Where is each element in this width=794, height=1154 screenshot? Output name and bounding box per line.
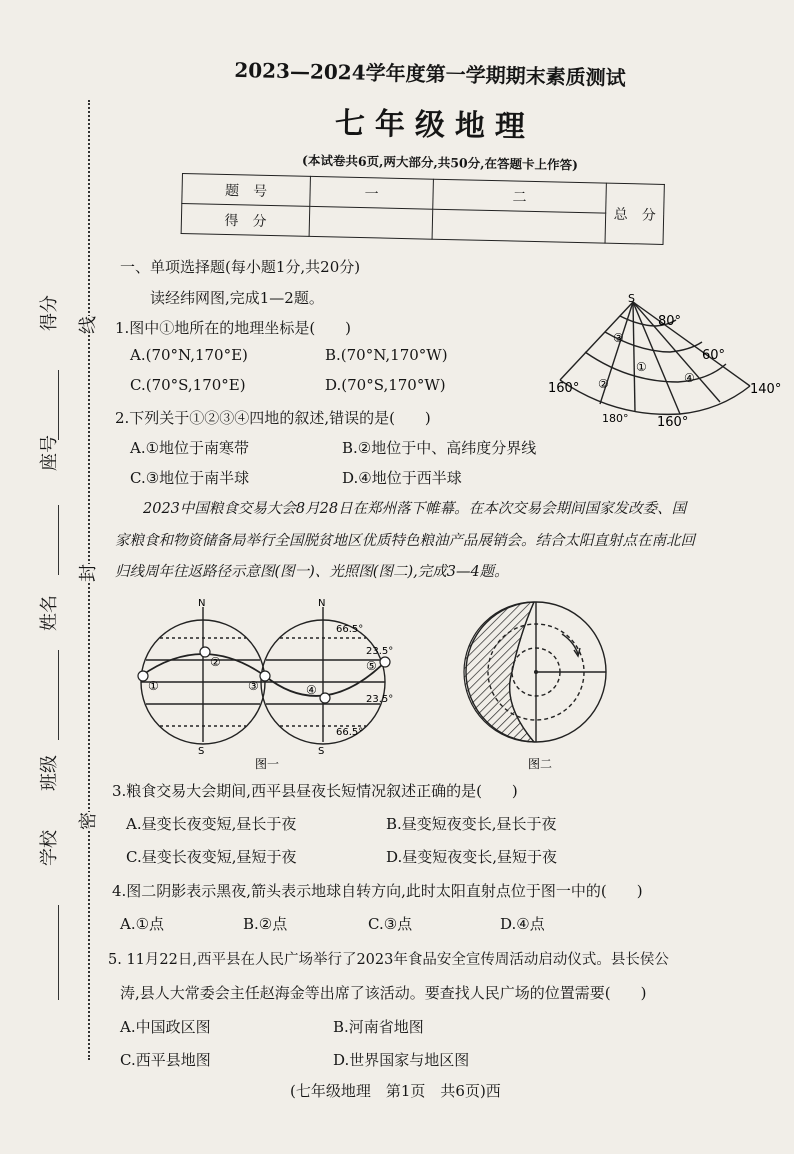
- subject-title: 七年级地理: [334, 106, 536, 145]
- col-total: 总 分: [605, 183, 664, 244]
- fig1-lat665s: 66.5°: [336, 727, 364, 738]
- fig1-lat235n: 23.5°: [366, 646, 394, 657]
- row-label-score: 得 分: [181, 204, 310, 237]
- seal-secret-label: 密: [74, 812, 100, 830]
- score-label: 得分: [39, 295, 60, 331]
- passage-line-3: 归线周年往返路径示意图(图一)、光照图(图二),完成3—4题。: [115, 564, 509, 580]
- figure-two-illumination: [462, 594, 612, 774]
- seat-blank-line: [58, 505, 59, 575]
- map-point-3: ③: [613, 331, 624, 345]
- q3-option-d: D.昼变短夜变长,昼短于夜: [386, 848, 558, 866]
- seal-seal-label: 封: [74, 564, 100, 582]
- q3-option-a: A.昼变长夜变短,昼长于夜: [126, 815, 297, 833]
- q3-option-b: B.昼变短夜变长,昼长于夜: [386, 815, 557, 833]
- q4-option-a: A.①点: [120, 915, 165, 933]
- fig1-lat235s: 23.5°: [366, 694, 394, 705]
- col-part-one: 一: [310, 176, 434, 209]
- fig1-point-2: ②: [210, 655, 221, 669]
- q2-option-c: C.③地位于南半球: [130, 469, 250, 487]
- map-point-1: ①: [636, 360, 647, 374]
- map-lat60-label: 60°: [702, 348, 726, 363]
- col-part-two: 二: [433, 179, 607, 213]
- q1-option-c: C.(70°S,170°E): [130, 376, 246, 394]
- passage-line-2: 家粮食和物资储备局举行全国脱贫地区优质特色粮油产品展销会。结合太阳直射点在南北回: [115, 533, 695, 549]
- score-table: [181, 173, 665, 245]
- q1-option-d: D.(70°S,170°W): [325, 376, 446, 394]
- q4-option-d: D.④点: [500, 915, 545, 933]
- score-cell-part-one: [309, 206, 433, 239]
- q5-stem-line-2: 涛,县人大常委会主任赵海金等出席了该活动。要查找人民广场的位置需要( ): [120, 984, 647, 1002]
- map-pole-label: S: [628, 292, 635, 305]
- section-one-title: 一、单项选择题(每小题1分,共20分): [120, 258, 361, 276]
- q3-stem: 3.粮食交易大会期间,西平县昼夜长短情况叙述正确的是( ): [112, 782, 518, 800]
- fig1-s2: S: [318, 746, 325, 757]
- map-lon180-label: 180°: [602, 412, 629, 425]
- graticule-map: [540, 290, 785, 435]
- q2-option-a: A.①地位于南寒带: [130, 439, 250, 457]
- fig1-n1: N: [198, 598, 206, 609]
- map-point-2: ②: [598, 377, 609, 391]
- q5-option-d: D.世界国家与地区图: [333, 1051, 470, 1069]
- q1-option-b: B.(70°N,170°W): [325, 346, 448, 364]
- exam-title: 2023—2024学年度第一学期期末素质测试: [234, 57, 626, 91]
- fig1-point-4: ④: [306, 683, 317, 697]
- exam-note: (本试卷共6页,两大部分,共50分,在答题卡上作答): [301, 152, 579, 173]
- name-blank-line: [58, 650, 59, 740]
- map-lat80-label: 80°: [658, 314, 682, 329]
- class-label: 班级: [39, 755, 60, 791]
- q4-option-b: B.②点: [243, 915, 288, 933]
- score-blank-line: [58, 370, 59, 440]
- q1-option-a: A.(70°N,170°E): [130, 346, 248, 364]
- fig1-point-1: ①: [148, 679, 159, 693]
- q5-option-a: A.中国政区图: [120, 1018, 211, 1036]
- q4-stem: 4.图二阴影表示黑夜,箭头表示地球自转方向,此时太阳直射点位于图一中的( ): [112, 882, 643, 900]
- q5-option-b: B.河南省地图: [333, 1018, 424, 1036]
- row-label-question-no: 题 号: [182, 174, 311, 207]
- page-footer: (七年级地理 第1页 共6页)西: [290, 1082, 501, 1100]
- q5-stem-line-1: 5. 11月22日,西平县在人民广场举行了2023年食品安全宣传周活动启动仪式。县长侯公: [108, 952, 669, 968]
- figure-one-sun-path: [130, 592, 400, 782]
- fig1-caption: 图一: [255, 757, 280, 771]
- passage-line-1: 2023中国粮食交易大会8月28日在郑州落下帷幕。在本次交易会期间国家发改委、国: [143, 501, 687, 517]
- fig1-lat665n: 66.5°: [336, 624, 364, 635]
- score-cell-part-two: [432, 209, 606, 243]
- fig1-s1: S: [198, 746, 205, 757]
- q2-option-b: B.②地位于中、高纬度分界线: [342, 439, 537, 457]
- q2-option-d: D.④地位于西半球: [342, 469, 462, 487]
- fig1-n2: N: [318, 598, 326, 609]
- map-lon140-label: 140°: [750, 382, 782, 397]
- section-one-intro: 读经纬网图,完成1—2题。: [150, 289, 324, 307]
- class-blank-line: [58, 905, 59, 1000]
- seat-label: 座号: [39, 435, 60, 471]
- seal-line-label: 线: [74, 316, 100, 334]
- school-label: 学校: [39, 830, 60, 866]
- q3-option-c: C.昼变长夜变短,昼短于夜: [126, 848, 297, 866]
- q5-option-c: C.西平县地图: [120, 1051, 211, 1069]
- q2-stem: 2.下列关于①②③④四地的叙述,错误的是( ): [115, 409, 431, 427]
- fig1-point-5: ⑤: [366, 659, 377, 673]
- q1-stem: 1.图中①地所在的地理坐标是( ): [115, 319, 352, 337]
- fig1-point-3: ③: [248, 679, 259, 693]
- map-point-4: ④: [684, 371, 695, 385]
- name-label: 姓名: [39, 595, 60, 631]
- map-lon160w-label: 160°: [548, 381, 580, 396]
- fig2-caption: 图二: [528, 757, 553, 771]
- map-lon160-label: 160°: [657, 415, 689, 430]
- q4-option-c: C.③点: [368, 915, 413, 933]
